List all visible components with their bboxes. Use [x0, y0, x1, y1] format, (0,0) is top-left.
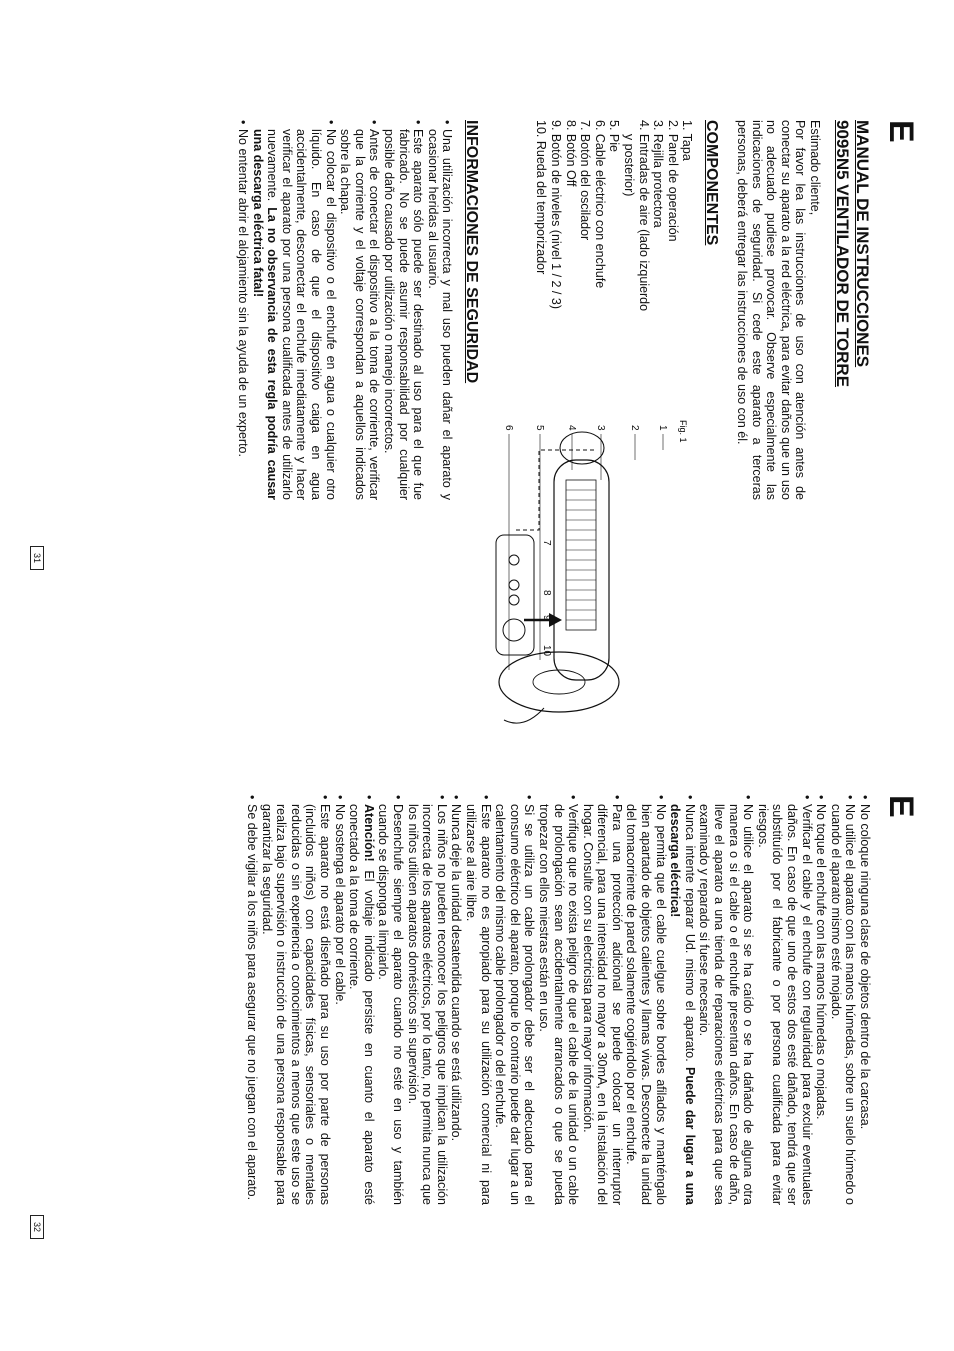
- fan-grille: [566, 480, 596, 630]
- page-number-32: 32: [30, 1215, 44, 1239]
- safety-item-text: No ententar abrir el alojamiento sin la ayuda de un experto.: [236, 129, 251, 457]
- safety-item: [376, 795, 405, 1205]
- safety-item-text: Los niños no pueden reconocer los peligros que implican la utilización incorrecta de los aparatos eléctricos, por lo tanto, no permita nunca que los niños utilicen aparatos domésticos sin supervisión.: [405, 804, 449, 1205]
- greeting: Estimado cliente,: [808, 120, 822, 216]
- page-number-31: 31: [30, 546, 44, 570]
- safety-item: [624, 795, 668, 1205]
- fig-label: Fig. 1: [678, 420, 689, 443]
- components-list: [534, 120, 695, 420]
- safety-item-text: Nunca intente reparar Ud. mismo el aparato.: [682, 804, 697, 1062]
- safety-item-text: Verificar el cable y el enchufe con regularidad para excluir eventuales daños. En caso de que uno de estos dos esté dañado, tendrá que ser substituído por el fabricante o por persona cualificada para evitar riesgos.: [755, 804, 814, 1205]
- manual-title: MANUAL DE INSTRUCCIONES: [853, 120, 872, 368]
- safety-item-text: Se debe vigilar a los niños para asegurar que no juegan con el aparato.: [245, 804, 260, 1201]
- safety-item-text: No colocar el dispositivo o el enchufe en agua o cualquier otro líquido. En caso de que el dispositivo caiga en agua accidentalmente, desconectar el enchufe imediatamente y hacer verificar el aparato por una persona cualificada antes de utilizarlo nuevamente.: [265, 129, 338, 500]
- component-item: 6. Cable eléctrico con enchufe: [592, 120, 607, 289]
- safety-item-text: No utilice el aparato con las manos húmedas, sobre un suelo húmedo o cuando el aparato mismo esté mojado.: [828, 804, 858, 1205]
- safety-item: [347, 795, 376, 1205]
- safety-item-text: Este aparato no está diseñado para su uso por parte de personas (incluidos niños) con capacidades físicas, sensoriales o mentales reducidas o sin experiencia o conocimientos a menos que este uso se realiza bajo supervisión o instrucción de una persona responsable para garantizar la seguridad.: [259, 804, 333, 1205]
- safety-item-text: El voltaje indicado persiste en cuanto el aparato esté conectado a la toma de corriente.: [347, 804, 376, 1205]
- callout-1: 1: [657, 425, 669, 431]
- language-mark-right: E: [882, 795, 920, 819]
- left-page: [58, 120, 920, 657]
- safety-item-text: No permita que el cable cuelgue sobre bordes afilados y manténgalo bien apartado de objetos calientes y llamas vivas. Desconecte la unidad del tomacorriente de pared solamente cogiéndolo por el enchufe.: [624, 804, 668, 1205]
- safety-item: [668, 795, 697, 1205]
- safety-item: [381, 120, 425, 500]
- component-item: y posterior): [622, 120, 637, 197]
- safety-item-warning: Puede dar lugar a una descarga eléctrica!: [668, 804, 697, 1205]
- components-heading: COMPONENTES: [703, 120, 721, 246]
- component-item: 9. Botón de niveles (nivel 1 / 2 / 3): [549, 120, 564, 309]
- safety-item-text: Verifique que no exista peligro de que el cable de la unidad o un cable de prolongación sean accidentalmente arrancados o que se pueda tropezar con ellos miestras están en uso.: [536, 804, 581, 1205]
- safety-item: [814, 795, 829, 1205]
- safety-item-text: No coloque ninguna clase de objetos dentro de la carcasa.: [858, 804, 872, 1130]
- safety-item: [405, 795, 449, 1205]
- safety-item-text: Antes de conectar el dispositivo a la toma de corriente, verificar que la corriente y el voltaje correspondan a aquellos indicados sobre la chapa.: [338, 129, 382, 500]
- safety-item: [332, 795, 347, 1205]
- callout-4: 4: [566, 425, 578, 431]
- safety-item-text: No sostenga el aparato por el cable.: [332, 804, 347, 1005]
- safety-item: [536, 795, 580, 1205]
- oscillator-button-shape: [509, 555, 519, 565]
- product-title: 9095N5 VENTILADOR DE TORRE: [833, 120, 852, 388]
- safety-item-bold-lead: Atención!: [361, 804, 376, 862]
- language-mark: E: [882, 120, 920, 144]
- safety-item: [250, 120, 338, 500]
- safety-item-text: No toque el enchufe con las manos húmedas o mojadas.: [814, 804, 829, 1120]
- safety-item: [236, 120, 251, 500]
- safety-item: [493, 795, 537, 1205]
- safety-item: [338, 120, 382, 500]
- safety-item-text: Una utilización incorrecta y mal uso pueden dañar el aparato y ocasionar heridas al usuario.: [425, 129, 455, 500]
- safety-item: [449, 795, 464, 1205]
- right-page: [158, 795, 918, 1205]
- safety-item-text: No utilice el aparato si se ha caído o se ha dañado de alguna otra manera o si el cable o el enchufe presentan daños. En caso de daño, lleve el aparato a una tienda de reparaciones eléctricas para que sea examinado y reparado si fuese necesario.: [697, 804, 756, 1205]
- safety-item: [857, 795, 872, 1205]
- timer-dial-shape: [503, 619, 525, 641]
- callout-9: 9: [541, 615, 553, 621]
- safety-item: [580, 795, 624, 1205]
- safety-item: [244, 795, 259, 1205]
- safety-heading: INFORMACIONES DE SEGURIDAD: [463, 120, 481, 384]
- component-item: 1. Tapa: [680, 120, 695, 161]
- callout-3: 3: [595, 425, 607, 431]
- safety-list-left: [236, 120, 455, 500]
- safety-item: [425, 120, 454, 500]
- callout-5: 5: [534, 425, 546, 431]
- component-item: 8. Botón Off: [563, 120, 578, 187]
- component-item: 3. Rejilla protectora: [651, 120, 666, 228]
- component-item: 5. Pie: [607, 120, 622, 152]
- component-item: 4. Entradas de aire (lado izquierdo: [636, 120, 651, 312]
- callout-10: 10: [541, 645, 553, 657]
- intro-text: Por favor lea las instrucciones de uso con atención antes de conectar su aparato a la red eléctrica, para evitar daños que un uso no adecuado pudiese provocar. Observe especialmente las indicaciones de seguridad. Si cede este aparato a terceras personas, deberá entregar las instrucciones de uso con él.: [735, 120, 808, 500]
- safety-list-right: [244, 795, 872, 1205]
- safety-item: [755, 795, 813, 1205]
- fan-base: [499, 652, 619, 712]
- off-button-shape: [509, 580, 519, 590]
- callout-6: 6: [503, 425, 515, 431]
- callout-7: 7: [541, 540, 553, 546]
- safety-item-text: Nunca deje la unidad desatendida cuando se está utilizando.: [449, 804, 464, 1142]
- safety-item-text: Desenchufe siempre el aparato cuando no esté en uso y también cuando se disponga a limpiarlo.: [376, 804, 405, 1205]
- safety-item-text: Si se utiliza un cable prolongador debe ser el adecuado para el consumo eléctrico del aparato, porque lo contrario puede dar lugar a un calentamiento del mismo cable prolongador o del enchufe.: [493, 804, 537, 1205]
- component-item: 10. Rueda del temporizador: [534, 120, 549, 275]
- safety-item-text: Para una protección adicional se puede colocar un interruptor diferencial, para una intensidad no mayor a 30mA, en la instalación del hogar. Consulte con su electricista para mayor información.: [580, 804, 624, 1205]
- component-item: 7. Botón del oscilador: [578, 120, 593, 241]
- callout-2: 2: [629, 425, 641, 431]
- safety-item-warning: La no observancia de esta regla podría causar una descarga eléctrica fatal!: [250, 129, 280, 500]
- safety-item-text: Este aparato sólo puede ser destinado al uso para el que fue fabricado. No se puede asumir responsabilidad por cualquier posible daño causado por utilización o manejo incorrectos.: [382, 129, 426, 500]
- safety-item: [828, 795, 857, 1205]
- callout-8: 8: [541, 590, 553, 596]
- safety-item: [463, 795, 492, 1205]
- component-item: 2. Panel de operación: [665, 120, 680, 242]
- safety-item: [259, 795, 332, 1205]
- safety-item-text: Este aparato no es apropiado para su utilización comercial ni para utilizarse al aire libre.: [463, 804, 493, 1205]
- speed-button-shape: [509, 595, 519, 605]
- safety-item: [697, 795, 755, 1205]
- fan-cap: [560, 432, 604, 464]
